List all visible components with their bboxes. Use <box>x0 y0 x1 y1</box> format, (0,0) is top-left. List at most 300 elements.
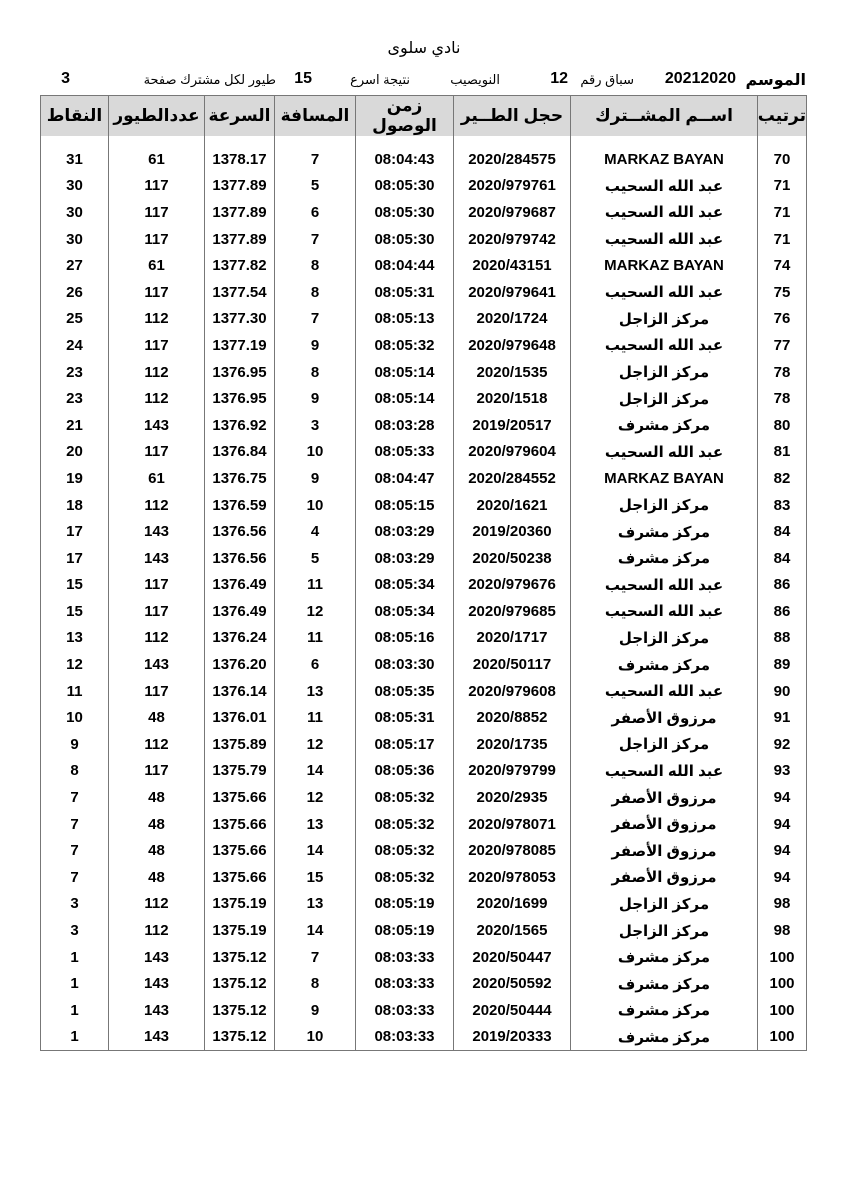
cell-rank: 77 <box>758 332 807 359</box>
table-row <box>41 970 807 997</box>
cell-distance: 13 <box>275 891 356 918</box>
cell-birds: 112 <box>109 917 205 944</box>
cell-owner: مركز الزاجل <box>571 917 758 944</box>
cell-ring: 2020/50117 <box>454 651 571 678</box>
table-row <box>41 252 807 279</box>
col-owner-header: اســم المشــترك <box>571 96 758 137</box>
cell-owner: مركز الزاجل <box>571 492 758 519</box>
cell-owner: عبد الله السحيب <box>571 226 758 253</box>
table-row <box>41 651 807 678</box>
fastest-label: نتيجة اسرع <box>350 72 410 87</box>
cell-birds: 117 <box>109 439 205 466</box>
cell-ring: 2020/978071 <box>454 811 571 838</box>
cell-distance: 7 <box>275 306 356 333</box>
cell-owner: مركز الزاجل <box>571 891 758 918</box>
cell-speed: 1377.54 <box>205 279 275 306</box>
cell-speed: 1377.89 <box>205 226 275 253</box>
cell-birds: 48 <box>109 837 205 864</box>
cell-owner: مركز مشرف <box>571 997 758 1024</box>
cell-arrival-time: 08:03:28 <box>356 412 454 439</box>
cell-points: 13 <box>41 625 109 652</box>
cell-rank: 86 <box>758 572 807 599</box>
cell-owner: عبد الله السحيب <box>571 572 758 599</box>
cell-rank: 90 <box>758 678 807 705</box>
cell-arrival-time: 08:05:34 <box>356 598 454 625</box>
table-row <box>41 226 807 253</box>
cell-ring: 2020/2935 <box>454 784 571 811</box>
cell-arrival-time: 08:03:29 <box>356 518 454 545</box>
cell-points: 25 <box>41 306 109 333</box>
cell-arrival-time: 08:04:44 <box>356 252 454 279</box>
table-row <box>41 837 807 864</box>
cell-points: 1 <box>41 970 109 997</box>
table-row <box>41 518 807 545</box>
cell-points: 27 <box>41 252 109 279</box>
cell-rank: 98 <box>758 917 807 944</box>
cell-points: 11 <box>41 678 109 705</box>
cell-speed: 1377.82 <box>205 252 275 279</box>
cell-rank: 94 <box>758 837 807 864</box>
cell-ring: 2020/979641 <box>454 279 571 306</box>
cell-birds: 112 <box>109 385 205 412</box>
cell-speed: 1377.30 <box>205 306 275 333</box>
table-row <box>41 678 807 705</box>
cell-rank: 83 <box>758 492 807 519</box>
race-label: سباق رقم <box>580 72 634 87</box>
cell-birds: 48 <box>109 784 205 811</box>
cell-arrival-time: 08:05:31 <box>356 279 454 306</box>
cell-owner: مركز مشرف <box>571 518 758 545</box>
table-row <box>41 306 807 333</box>
cell-birds: 61 <box>109 146 205 173</box>
cell-ring: 2019/20517 <box>454 412 571 439</box>
cell-ring: 2020/979608 <box>454 678 571 705</box>
cell-rank: 100 <box>758 970 807 997</box>
cell-rank: 71 <box>758 226 807 253</box>
cell-distance: 13 <box>275 811 356 838</box>
cell-distance: 7 <box>275 226 356 253</box>
table-row <box>41 1024 807 1051</box>
cell-rank: 100 <box>758 997 807 1024</box>
cell-birds: 117 <box>109 572 205 599</box>
cell-arrival-time: 08:05:34 <box>356 572 454 599</box>
cell-arrival-time: 08:05:30 <box>356 226 454 253</box>
cell-arrival-time: 08:05:17 <box>356 731 454 758</box>
cell-distance: 8 <box>275 970 356 997</box>
cell-speed: 1377.89 <box>205 199 275 226</box>
cell-owner: عبد الله السحيب <box>571 173 758 200</box>
cell-arrival-time: 08:03:33 <box>356 997 454 1024</box>
cell-speed: 1375.66 <box>205 784 275 811</box>
cell-points: 3 <box>41 917 109 944</box>
results-table <box>40 95 807 1051</box>
cell-birds: 117 <box>109 199 205 226</box>
cell-rank: 91 <box>758 704 807 731</box>
cell-birds: 143 <box>109 545 205 572</box>
cell-distance: 7 <box>275 146 356 173</box>
cell-speed: 1376.59 <box>205 492 275 519</box>
cell-owner: عبد الله السحيب <box>571 598 758 625</box>
cell-points: 15 <box>41 572 109 599</box>
cell-points: 7 <box>41 811 109 838</box>
cell-arrival-time: 08:05:30 <box>356 199 454 226</box>
cell-birds: 48 <box>109 864 205 891</box>
cell-speed: 1376.24 <box>205 625 275 652</box>
table-row <box>41 146 807 173</box>
cell-ring: 2020/50238 <box>454 545 571 572</box>
cell-points: 7 <box>41 784 109 811</box>
cell-owner: مركز الزاجل <box>571 625 758 652</box>
cell-speed: 1375.19 <box>205 891 275 918</box>
cell-ring: 2019/20360 <box>454 518 571 545</box>
table-header <box>41 96 807 137</box>
cell-distance: 9 <box>275 465 356 492</box>
col-points-header: النقاط <box>41 96 109 137</box>
cell-distance: 3 <box>275 412 356 439</box>
cell-ring: 2020/1699 <box>454 891 571 918</box>
cell-arrival-time: 08:05:32 <box>356 332 454 359</box>
cell-birds: 61 <box>109 465 205 492</box>
season-label: الموسم <box>745 72 806 89</box>
cell-owner: MARKAZ BAYAN <box>571 252 758 279</box>
cell-points: 20 <box>41 439 109 466</box>
cell-arrival-time: 08:03:33 <box>356 944 454 971</box>
cell-arrival-time: 08:05:16 <box>356 625 454 652</box>
cell-distance: 14 <box>275 837 356 864</box>
cell-ring: 2020/1535 <box>454 359 571 386</box>
cell-ring: 2020/978085 <box>454 837 571 864</box>
cell-speed: 1376.01 <box>205 704 275 731</box>
cell-speed: 1375.19 <box>205 917 275 944</box>
table-row <box>41 545 807 572</box>
cell-arrival-time: 08:05:13 <box>356 306 454 333</box>
cell-birds: 143 <box>109 412 205 439</box>
table-row <box>41 492 807 519</box>
cell-ring: 2020/1717 <box>454 625 571 652</box>
cell-points: 1 <box>41 1024 109 1051</box>
cell-speed: 1376.56 <box>205 518 275 545</box>
cell-owner: عبد الله السحيب <box>571 439 758 466</box>
cell-birds: 112 <box>109 625 205 652</box>
cell-arrival-time: 08:04:43 <box>356 146 454 173</box>
cell-arrival-time: 08:03:29 <box>356 545 454 572</box>
cell-birds: 48 <box>109 811 205 838</box>
table-row <box>41 332 807 359</box>
cell-ring: 2020/50444 <box>454 997 571 1024</box>
cell-rank: 86 <box>758 598 807 625</box>
cell-ring: 2020/979761 <box>454 173 571 200</box>
cell-arrival-time: 08:05:32 <box>356 784 454 811</box>
cell-arrival-time: 08:05:31 <box>356 704 454 731</box>
cell-distance: 9 <box>275 385 356 412</box>
cell-speed: 1376.95 <box>205 359 275 386</box>
cell-birds: 143 <box>109 944 205 971</box>
cell-ring: 2020/979799 <box>454 758 571 785</box>
per-page-label: طيور لكل مشترك صفحة <box>143 72 276 87</box>
cell-ring: 2020/979676 <box>454 572 571 599</box>
cell-ring: 2020/1518 <box>454 385 571 412</box>
cell-distance: 8 <box>275 359 356 386</box>
cell-owner: مركز مشرف <box>571 412 758 439</box>
cell-distance: 14 <box>275 917 356 944</box>
cell-rank: 93 <box>758 758 807 785</box>
cell-points: 7 <box>41 864 109 891</box>
cell-distance: 11 <box>275 572 356 599</box>
cell-points: 23 <box>41 359 109 386</box>
cell-speed: 1376.14 <box>205 678 275 705</box>
cell-ring: 2020/978053 <box>454 864 571 891</box>
cell-points: 24 <box>41 332 109 359</box>
cell-ring: 2020/1735 <box>454 731 571 758</box>
cell-speed: 1377.89 <box>205 173 275 200</box>
table-row <box>41 944 807 971</box>
cell-ring: 2020/43151 <box>454 252 571 279</box>
cell-birds: 143 <box>109 997 205 1024</box>
cell-speed: 1375.79 <box>205 758 275 785</box>
cell-birds: 143 <box>109 518 205 545</box>
cell-birds: 112 <box>109 891 205 918</box>
cell-points: 8 <box>41 758 109 785</box>
cell-speed: 1376.75 <box>205 465 275 492</box>
cell-rank: 82 <box>758 465 807 492</box>
cell-rank: 89 <box>758 651 807 678</box>
cell-points: 15 <box>41 598 109 625</box>
cell-distance: 9 <box>275 997 356 1024</box>
cell-arrival-time: 08:04:47 <box>356 465 454 492</box>
cell-distance: 9 <box>275 332 356 359</box>
table-row <box>41 439 807 466</box>
cell-points: 10 <box>41 704 109 731</box>
cell-distance: 5 <box>275 173 356 200</box>
cell-arrival-time: 08:05:36 <box>356 758 454 785</box>
cell-ring: 2020/1621 <box>454 492 571 519</box>
cell-speed: 1376.20 <box>205 651 275 678</box>
cell-speed: 1375.66 <box>205 864 275 891</box>
cell-speed: 1375.66 <box>205 837 275 864</box>
cell-rank: 88 <box>758 625 807 652</box>
cell-owner: مرزوق الأصفر <box>571 811 758 838</box>
cell-points: 30 <box>41 173 109 200</box>
cell-points: 7 <box>41 837 109 864</box>
cell-birds: 112 <box>109 359 205 386</box>
cell-distance: 12 <box>275 731 356 758</box>
cell-owner: عبد الله السحيب <box>571 758 758 785</box>
cell-distance: 7 <box>275 944 356 971</box>
cell-points: 12 <box>41 651 109 678</box>
cell-points: 30 <box>41 199 109 226</box>
cell-birds: 117 <box>109 598 205 625</box>
cell-speed: 1376.49 <box>205 572 275 599</box>
cell-points: 30 <box>41 226 109 253</box>
table-row <box>41 731 807 758</box>
cell-owner: MARKAZ BAYAN <box>571 465 758 492</box>
cell-owner: مركز مشرف <box>571 545 758 572</box>
cell-arrival-time: 08:05:30 <box>356 173 454 200</box>
cell-rank: 94 <box>758 811 807 838</box>
cell-rank: 81 <box>758 439 807 466</box>
cell-arrival-time: 08:05:14 <box>356 385 454 412</box>
cell-points: 1 <box>41 944 109 971</box>
col-birds-header: عددالطيور <box>109 96 205 137</box>
cell-speed: 1375.12 <box>205 1024 275 1051</box>
table-row <box>41 359 807 386</box>
cell-rank: 75 <box>758 279 807 306</box>
cell-ring: 2020/8852 <box>454 704 571 731</box>
cell-rank: 80 <box>758 412 807 439</box>
cell-owner: مركز مشرف <box>571 1024 758 1051</box>
race-location: النويصيب <box>450 72 500 87</box>
page-number: 3 <box>61 70 70 87</box>
cell-distance: 12 <box>275 598 356 625</box>
cell-points: 17 <box>41 545 109 572</box>
cell-rank: 100 <box>758 944 807 971</box>
cell-points: 1 <box>41 997 109 1024</box>
table-row <box>41 385 807 412</box>
cell-arrival-time: 08:05:33 <box>356 439 454 466</box>
cell-birds: 48 <box>109 704 205 731</box>
cell-speed: 1376.56 <box>205 545 275 572</box>
cell-owner: مركز الزاجل <box>571 359 758 386</box>
cell-birds: 117 <box>109 678 205 705</box>
cell-points: 26 <box>41 279 109 306</box>
cell-owner: MARKAZ BAYAN <box>571 146 758 173</box>
cell-speed: 1375.12 <box>205 944 275 971</box>
cell-distance: 11 <box>275 625 356 652</box>
cell-points: 3 <box>41 891 109 918</box>
cell-points: 19 <box>41 465 109 492</box>
cell-arrival-time: 08:03:33 <box>356 1024 454 1051</box>
cell-rank: 71 <box>758 173 807 200</box>
cell-arrival-time: 08:05:32 <box>356 864 454 891</box>
cell-rank: 84 <box>758 518 807 545</box>
cell-arrival-time: 08:03:30 <box>356 651 454 678</box>
cell-distance: 11 <box>275 704 356 731</box>
cell-birds: 143 <box>109 651 205 678</box>
cell-owner: مركز الزاجل <box>571 306 758 333</box>
cell-rank: 92 <box>758 731 807 758</box>
cell-rank: 71 <box>758 199 807 226</box>
cell-arrival-time: 08:05:32 <box>356 837 454 864</box>
cell-birds: 117 <box>109 332 205 359</box>
cell-owner: مرزوق الأصفر <box>571 864 758 891</box>
cell-birds: 143 <box>109 970 205 997</box>
club-name: نادي سلوى <box>387 40 461 57</box>
cell-owner: عبد الله السحيب <box>571 199 758 226</box>
cell-distance: 15 <box>275 864 356 891</box>
cell-speed: 1376.92 <box>205 412 275 439</box>
cell-distance: 14 <box>275 758 356 785</box>
cell-ring: 2020/1565 <box>454 917 571 944</box>
table-row <box>41 412 807 439</box>
table-row <box>41 465 807 492</box>
cell-ring: 2020/1724 <box>454 306 571 333</box>
cell-ring: 2020/979685 <box>454 598 571 625</box>
cell-birds: 117 <box>109 279 205 306</box>
table-row <box>41 784 807 811</box>
cell-points: 9 <box>41 731 109 758</box>
cell-ring: 2019/20333 <box>454 1024 571 1051</box>
table-row <box>41 598 807 625</box>
cell-rank: 76 <box>758 306 807 333</box>
cell-distance: 13 <box>275 678 356 705</box>
cell-speed: 1375.12 <box>205 970 275 997</box>
table-row <box>41 572 807 599</box>
table-row <box>41 704 807 731</box>
cell-arrival-time: 08:05:32 <box>356 811 454 838</box>
cell-points: 23 <box>41 385 109 412</box>
table-row <box>41 758 807 785</box>
table-row <box>41 173 807 200</box>
cell-rank: 94 <box>758 864 807 891</box>
table-row <box>41 199 807 226</box>
table-row <box>41 811 807 838</box>
cell-points: 31 <box>41 146 109 173</box>
cell-ring: 2020/284575 <box>454 146 571 173</box>
cell-birds: 143 <box>109 1024 205 1051</box>
cell-birds: 112 <box>109 306 205 333</box>
cell-rank: 94 <box>758 784 807 811</box>
col-distance-header: المسافة <box>275 96 356 137</box>
cell-distance: 10 <box>275 492 356 519</box>
cell-speed: 1378.17 <box>205 146 275 173</box>
table-row <box>41 864 807 891</box>
cell-rank: 78 <box>758 385 807 412</box>
cell-ring: 2020/979604 <box>454 439 571 466</box>
cell-owner: عبد الله السحيب <box>571 678 758 705</box>
cell-owner: مرزوق الأصفر <box>571 704 758 731</box>
fastest-value: 15 <box>294 70 312 87</box>
cell-owner: مرزوق الأصفر <box>571 837 758 864</box>
cell-birds: 112 <box>109 492 205 519</box>
table-row <box>41 625 807 652</box>
race-info-line <box>40 70 806 90</box>
cell-owner: عبد الله السحيب <box>571 279 758 306</box>
cell-rank: 70 <box>758 146 807 173</box>
cell-ring: 2020/50447 <box>454 944 571 971</box>
cell-owner: مرزوق الأصفر <box>571 784 758 811</box>
cell-rank: 100 <box>758 1024 807 1051</box>
cell-distance: 12 <box>275 784 356 811</box>
cell-arrival-time: 08:05:15 <box>356 492 454 519</box>
cell-birds: 117 <box>109 226 205 253</box>
cell-arrival-time: 08:05:14 <box>356 359 454 386</box>
col-speed-header: السرعة <box>205 96 275 137</box>
col-rank-header: ترتيب <box>758 96 807 137</box>
race-number: 12 <box>550 70 568 87</box>
cell-ring: 2020/979648 <box>454 332 571 359</box>
cell-rank: 78 <box>758 359 807 386</box>
cell-distance: 4 <box>275 518 356 545</box>
cell-distance: 8 <box>275 252 356 279</box>
cell-arrival-time: 08:05:19 <box>356 891 454 918</box>
cell-distance: 10 <box>275 439 356 466</box>
cell-distance: 6 <box>275 199 356 226</box>
cell-rank: 98 <box>758 891 807 918</box>
cell-points: 21 <box>41 412 109 439</box>
cell-birds: 117 <box>109 758 205 785</box>
table-row <box>41 917 807 944</box>
col-ring-header: حجل الطــير <box>454 96 571 137</box>
cell-ring: 2020/284552 <box>454 465 571 492</box>
cell-ring: 2020/979742 <box>454 226 571 253</box>
cell-birds: 117 <box>109 173 205 200</box>
cell-owner: مركز مشرف <box>571 651 758 678</box>
cell-distance: 10 <box>275 1024 356 1051</box>
cell-speed: 1376.95 <box>205 385 275 412</box>
cell-speed: 1375.66 <box>205 811 275 838</box>
cell-ring: 2020/50592 <box>454 970 571 997</box>
cell-owner: مركز مشرف <box>571 970 758 997</box>
